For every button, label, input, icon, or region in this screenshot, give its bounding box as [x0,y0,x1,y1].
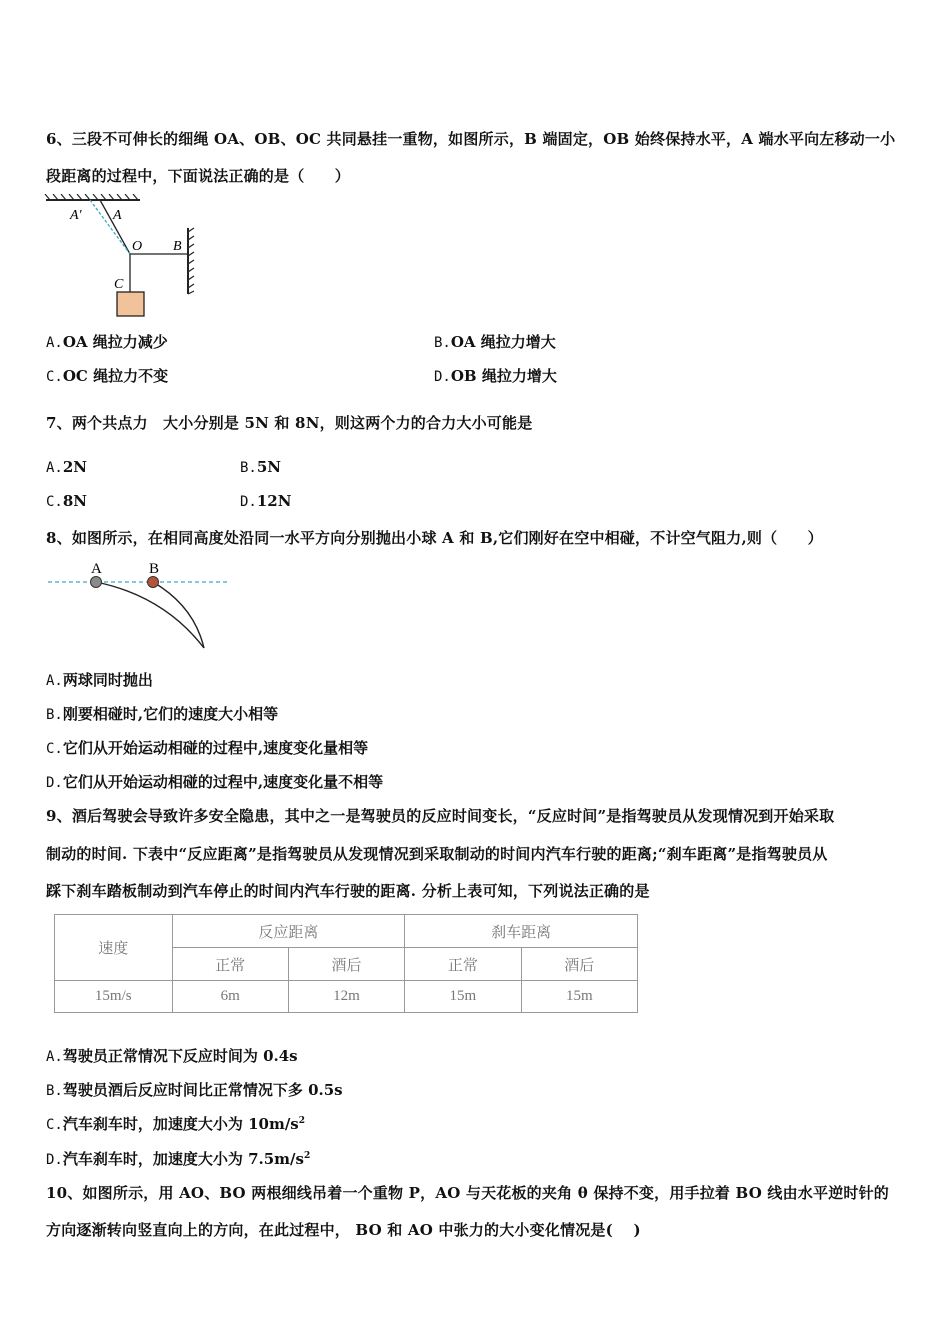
cell-braking-normal: 15m [405,981,521,1013]
q6-stem-line2: 段距离的过程中，下面说法正确的是（ ） [46,167,351,185]
label-ball-b: B [149,561,160,577]
header-speed: 速度 [55,915,173,981]
q8-option-a[interactable]: A.两球同时抛出 [46,671,153,689]
cell-speed: 15m/s [55,981,173,1013]
q6-option-c[interactable]: C.OC 绳拉力不变 [46,367,169,385]
q7-option-a[interactable]: A.2N [46,458,88,476]
subheader-drunk: 酒后 [521,948,637,981]
q9-option-d[interactable]: D.汽车刹车时，加速度大小为 $7.5m/s^2$ [46,1150,311,1168]
cell-reaction-normal: 6m [172,981,288,1013]
q9-option-c[interactable]: C.汽车刹车时，加速度大小为 $10m/s^2$ [46,1115,306,1133]
q10-stem-line1: 10、如图所示，用 AO、BO 两根细线吊着一个重物 P，AO 与天花板的夹角 θ 保持不变，用手拉着 BO 线由水平逆时针的 [46,1184,889,1202]
label-b: B [173,239,182,254]
q9-stem-line1: 9、酒后驾驶会导致许多安全隐患，其中之一是驾驶员的反应时间变长，“反应时间”是指驾驶员从发现情况到开始采取 [46,807,835,825]
q8-projectile-figure [44,556,236,654]
q8-stem: 8、如图所示，在相同高度处沿同一水平方向分别抛出小球 A 和 B,它们刚好在空中相碰，不计空气阻力,则（ ） [46,529,823,547]
q8-option-d[interactable]: D.它们从开始运动相碰的过程中,速度变化量不相等 [46,773,384,791]
header-braking-distance: 刹车距离 [405,915,638,948]
q6-rope-figure [40,194,210,324]
q7-stem: 7、两个共点力 大小分别是 5N 和 8N，则这两个力的合力大小可能是 [46,414,533,432]
q9-option-a[interactable]: A.驾驶员正常情况下反应时间为 0.4s [46,1047,298,1065]
subheader-drunk: 酒后 [288,948,404,981]
q9-data-table [54,914,638,1013]
q9-stem-line2: 制动的时间. 下表中“反应距离”是指驾驶员从发现情况到采取制动的时间内汽车行驶的距离;“刹车距离”是指驾驶员从 [46,845,828,863]
cell-reaction-drunk: 12m [288,981,404,1013]
header-reaction-distance: 反应距离 [172,915,405,948]
q6-option-a[interactable]: A.OA 绳拉力减少 [46,333,168,351]
label-c: C [114,277,124,292]
label-o: O [132,239,143,254]
q6-option-d[interactable]: D.OB 绳拉力增大 [434,367,557,385]
subheader-normal: 正常 [405,948,521,981]
label-ball-a: A [91,561,102,577]
q10-stem-line2: 方向逐渐转向竖直向上的方向，在此过程中， BO 和 AO 中张力的大小变化情况是( ) [46,1221,641,1239]
q6-stem-line1: 6、三段不可伸长的细绳 OA、OB、OC 共同悬挂一重物，如图所示，B 端固定，OB 始终保持水平，A 端水平向左移动一小 [46,130,896,148]
table-row [55,981,638,1013]
q6-option-b[interactable]: B.OA 绳拉力增大 [434,333,556,351]
q7-option-c[interactable]: C.8N [46,492,88,510]
q8-option-b[interactable]: B.刚要相碰时,它们的速度大小相等 [46,705,279,723]
label-a: A [113,208,122,223]
subheader-normal: 正常 [172,948,288,981]
cell-braking-drunk: 15m [521,981,637,1013]
label-a-prime: A' [70,208,82,223]
q9-option-b[interactable]: B.驾驶员酒后反应时间比正常情况下多 0.5s [46,1081,343,1099]
q7-option-d[interactable]: D.12N [240,492,292,510]
q9-stem-line3: 踩下刹车踏板制动到汽车停止的时间内汽车行驶的距离. 分析上表可知，下列说法正确的是 [46,882,650,900]
q7-option-b[interactable]: B.5N [240,458,282,476]
q8-option-c[interactable]: C.它们从开始运动相碰的过程中,速度变化量相等 [46,739,369,757]
